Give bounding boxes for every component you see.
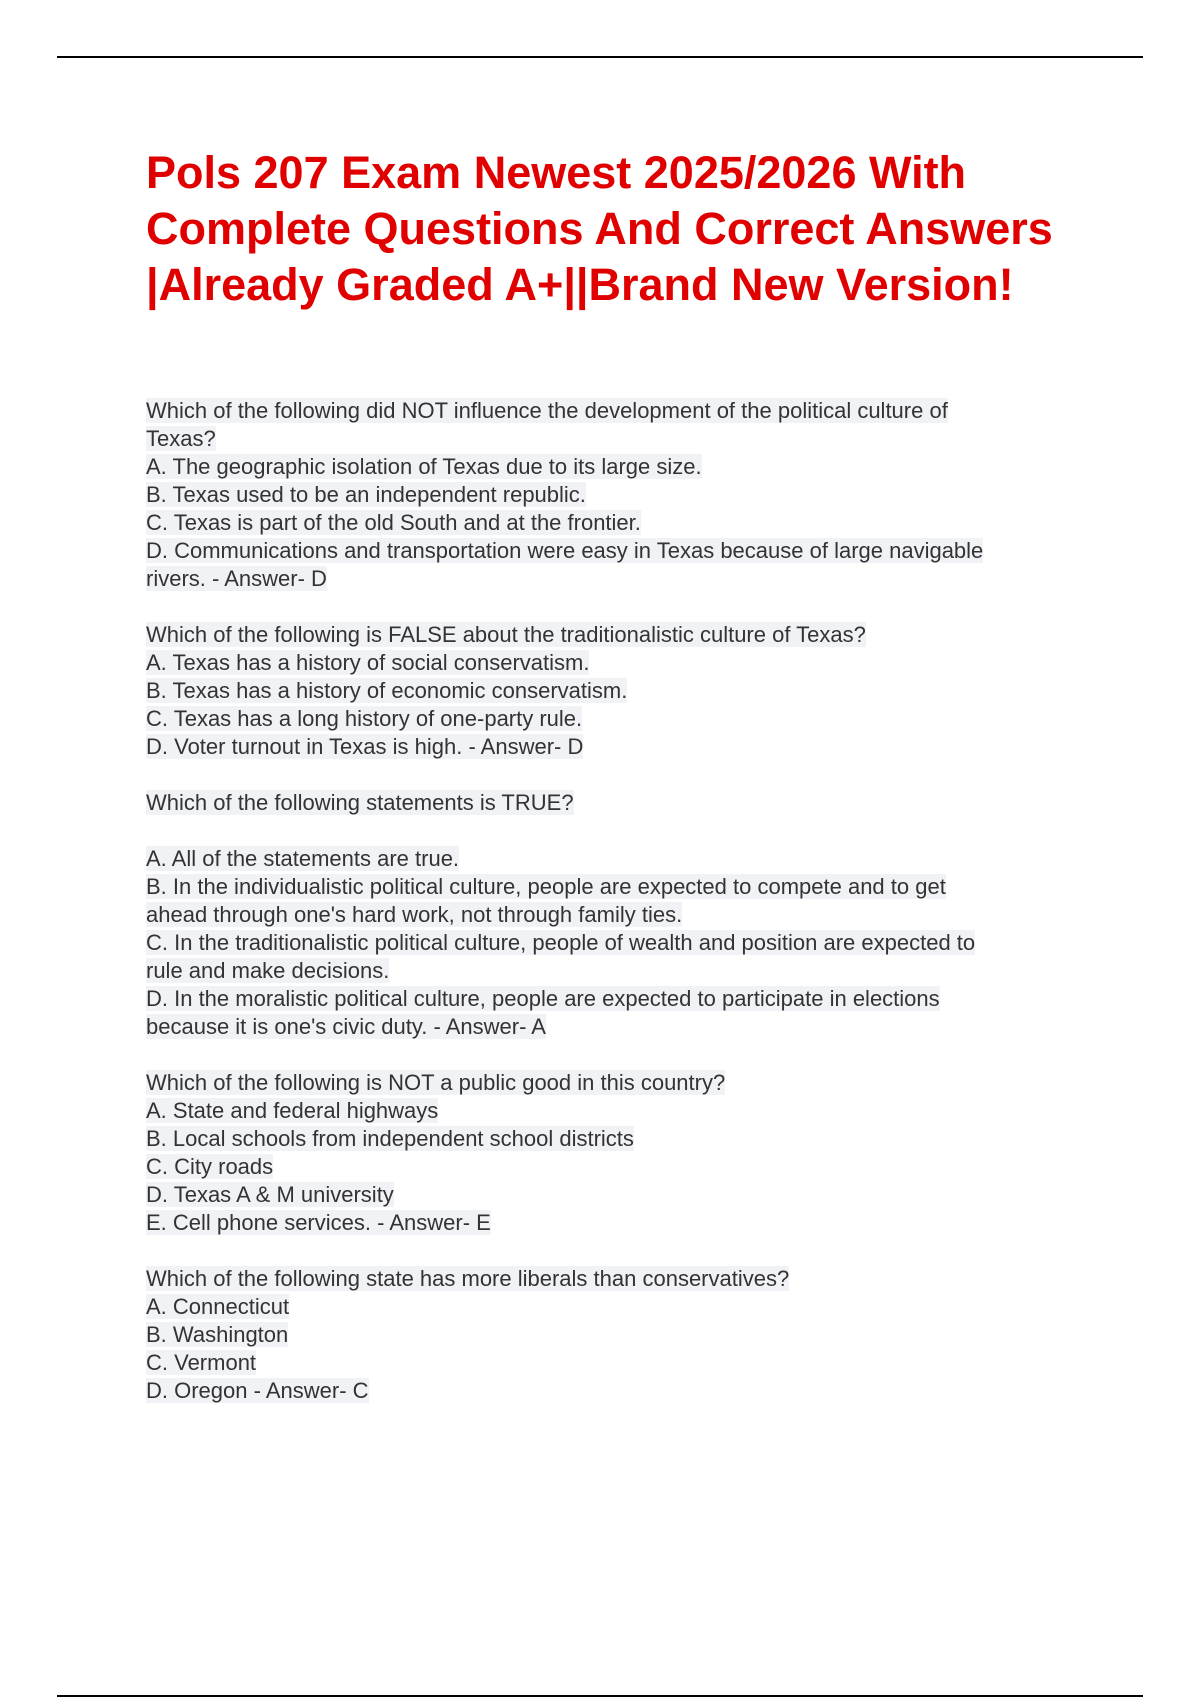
question-4-option-e-answer: E. Cell phone services. - Answer- E (146, 1210, 491, 1235)
question-2-option-d-answer: D. Voter turnout in Texas is high. - Answer- D (146, 734, 584, 759)
question-4 (146, 1069, 1096, 1237)
question-3-option-b: B. In the individualistic political culture, people are expected to compete and to get (146, 874, 946, 899)
question-1-answer: rivers. - Answer- D (146, 566, 327, 591)
question-3-option-c: C. In the traditionalistic political culture, people of wealth and position are expected to (146, 930, 976, 955)
question-5-option-d-answer: D. Oregon - Answer- C (146, 1378, 369, 1403)
top-rule (57, 56, 1143, 58)
question-5-option-b: B. Washington (146, 1322, 289, 1347)
question-4-option-d: D. Texas A & M university (146, 1182, 394, 1207)
question-2-line-1: Which of the following is FALSE about the traditionalistic culture of Texas? (146, 622, 866, 647)
question-5-line-1: Which of the following state has more liberals than conservatives? (146, 1266, 790, 1291)
question-3-blank-line (146, 817, 1096, 845)
document-title: Pols 207 Exam Newest 2025/2026 With Complete Questions And Correct Answers |Already Graded A+||Brand New Version! (146, 147, 1053, 310)
question-3-answer: because it is one's civic duty. - Answer- A (146, 1014, 546, 1039)
question-3-option-c-cont: rule and make decisions. (146, 958, 390, 983)
question-3-option-a: A. All of the statements are true. (146, 846, 460, 871)
question-2-option-b: B. Texas has a history of economic conservatism. (146, 678, 628, 703)
question-5 (146, 1265, 1096, 1405)
question-1-option-d: D. Communications and transportation were easy in Texas because of large navigable (146, 538, 984, 563)
question-1-option-a: A. The geographic isolation of Texas due to its large size. (146, 454, 702, 479)
question-3-option-b-cont: ahead through one's hard work, not through family ties. (146, 902, 683, 927)
question-2 (146, 621, 1096, 761)
question-4-option-a: A. State and federal highways (146, 1098, 439, 1123)
question-1-line-2: Texas? (146, 426, 216, 451)
question-4-option-c: C. City roads (146, 1154, 274, 1179)
question-3-option-d: D. In the moralistic political culture, people are expected to participate in elections (146, 986, 940, 1011)
question-list (146, 397, 1096, 1433)
question-3 (146, 789, 1096, 1041)
question-2-option-c: C. Texas has a long history of one-party rule. (146, 706, 583, 731)
bottom-rule (57, 1695, 1143, 1697)
question-1-option-b: B. Texas used to be an independent republic. (146, 482, 586, 507)
question-1 (146, 397, 1096, 593)
question-4-line-1: Which of the following is NOT a public good in this country? (146, 1070, 726, 1095)
question-2-option-a: A. Texas has a history of social conservatism. (146, 650, 590, 675)
question-1-line-1: Which of the following did NOT influence the development of the political culture of (146, 398, 948, 423)
question-5-option-c: C. Vermont (146, 1350, 257, 1375)
question-1-option-c: C. Texas is part of the old South and at the frontier. (146, 510, 641, 535)
question-5-option-a: A. Connecticut (146, 1294, 290, 1319)
question-4-option-b: B. Local schools from independent school districts (146, 1126, 634, 1151)
question-3-line-1: Which of the following statements is TRUE? (146, 790, 574, 815)
